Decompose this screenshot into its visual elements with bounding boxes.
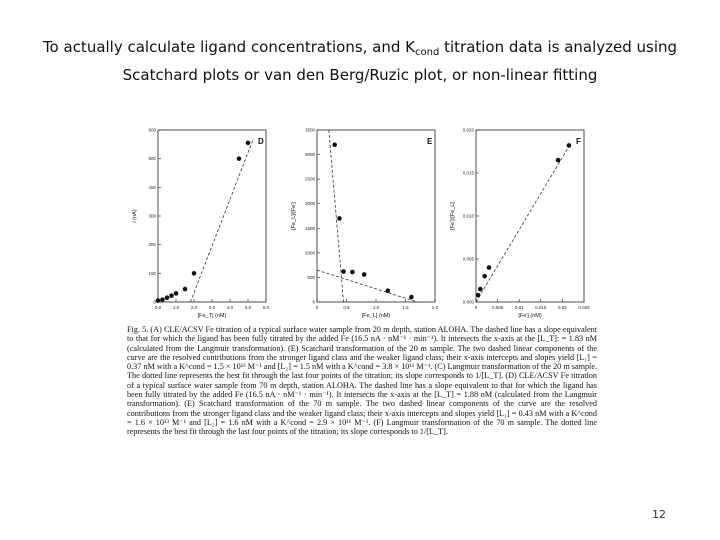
y-tick-label: 1500	[304, 225, 315, 231]
x-tick-label: 6.0	[262, 305, 270, 310]
data-point	[409, 295, 414, 300]
data-point	[246, 141, 251, 146]
chart-panel-d	[132, 128, 270, 320]
y-tick-label: 0.010	[462, 213, 474, 219]
x-tick-label: 0.0	[154, 305, 162, 310]
data-point	[169, 293, 174, 298]
x-axis-label: [Fe'] (nM)	[518, 313, 542, 319]
x-axis-label: [Fe_L] (nM)	[361, 313, 391, 319]
panel-label: E	[427, 137, 433, 146]
plot-frame	[317, 130, 435, 302]
title-part1: To actually calculate ligand concentrations, and K	[42, 38, 416, 56]
fit-line	[190, 139, 253, 302]
plot-frame	[158, 130, 266, 302]
y-tick-label: 500	[307, 274, 315, 280]
fit-line	[317, 270, 417, 302]
x-tick-label: 0	[315, 305, 319, 310]
x-tick-label: 0	[474, 305, 478, 310]
x-tick-label: 0.02	[558, 305, 567, 310]
x-tick-label: 5.0	[244, 305, 252, 310]
y-tick-label: 0.015	[462, 170, 474, 176]
data-point	[165, 295, 170, 300]
x-tick-label: 1.0	[172, 305, 180, 310]
data-point	[332, 142, 337, 147]
y-axis-label: i (nA)	[132, 209, 138, 223]
data-point	[237, 156, 242, 161]
data-point	[386, 288, 391, 293]
fit-line	[476, 143, 571, 302]
y-tick-label: 3000	[304, 152, 315, 158]
y-tick-label: 3500	[304, 127, 315, 133]
chart-panel-e	[291, 128, 439, 320]
figure-caption: Fig. 5. (A) CLE/ACSV Fe titration of a typical surface water sample from 20 m depth, station ALOHA. The dashed line has a slope equivalent to that for which the ligand has been fully titrated by the added Fe (16.5 nA · nM⁻¹ · min⁻¹). It intersects the x-axis at the [L_T]: = 1.83 nM (calculated from the Langmuir transformation). (E) Scatchard transformation of the 20 m sample. The two dashed linear components of the curve are the resolved contributions from the stronger ligand class and the weaker ligand class; their x-axis intercepts and slopes yield [L₁] = 0.37 nM with a K^cond = 1.5 × 10¹³ M⁻¹ and [L₂] = 1.5 nM with a K^cond = 3.8 × 10¹¹ M⁻¹. (C) Langmuir transformation of the 20 m sample. The dotted line represents the best fit through the last four points of the titration; its slope corresponds to 1/[L_T]. (D) CLE/ACSV Fe titration of a typical surface water sample from 70 m depth, station ALOHA. The dashed line has a slope equivalent to that for which the ligand has been fully titrated by the added Fe (16.5 nA · nM⁻¹ · min⁻¹). It intersects the x-axis at the [L_T] = 1.88 nM (calculated from the Langmuir transformation). (E) Scatchard transformation of the 70 m sample. The two dashed linear components of the curve are the resolved contributions from the stronger ligand class and the weaker ligand class; their x-axis intercepts and slopes yield [L₁] = 0.43 nM with a K^cond = 1.6 × 10¹³ M⁻¹ and [L₂] = 1.6 nM with a K^cond = 2.9 × 10¹¹ M⁻¹. (F) Langmuir transformation of the 70 m sample. The dotted line represents the best fit through the last four points of the titration; its slope corresponds to 1/[L_T].	[127, 325, 597, 437]
y-tick-label: 1000	[304, 250, 315, 256]
x-tick-label: 2.0	[190, 305, 198, 310]
data-point	[337, 216, 342, 221]
plot-frame	[476, 130, 584, 302]
x-tick-label: 0.5	[343, 305, 350, 310]
y-tick-label: 0	[153, 299, 156, 305]
panel-label: D	[258, 137, 264, 146]
data-point	[350, 270, 355, 275]
x-tick-label: 3.0	[208, 305, 216, 310]
titration-figure	[120, 122, 600, 322]
data-point	[567, 143, 572, 148]
y-axis-label: [Fe']/[Fe_L]	[450, 202, 456, 230]
y-tick-label: 0.020	[462, 127, 474, 133]
data-point	[478, 287, 483, 292]
chart-panel-f	[450, 128, 590, 320]
x-tick-label: 0.005	[491, 305, 504, 310]
y-tick-label: 100	[148, 270, 156, 276]
data-point	[487, 265, 492, 270]
x-tick-label: 1.5	[402, 305, 409, 310]
y-tick-label: 0.005	[462, 256, 474, 262]
y-tick-label: 500	[148, 156, 156, 162]
x-tick-label: 0.015	[535, 305, 547, 310]
x-axis-label: [Fe_T] (nM)	[197, 313, 227, 319]
title-subscript: cond	[415, 47, 440, 58]
y-tick-label: 300	[148, 213, 156, 219]
data-point	[174, 291, 179, 296]
x-tick-label: 0.025	[578, 305, 590, 310]
y-axis-label: [Fe_L]/[Fe']	[291, 202, 297, 230]
data-point	[160, 297, 165, 302]
data-point	[183, 287, 188, 292]
y-tick-label: 0	[312, 299, 315, 305]
data-point	[362, 272, 367, 277]
y-tick-label: 0.000	[462, 299, 474, 305]
x-tick-label: 2.0	[431, 305, 439, 310]
y-tick-label: 600	[148, 127, 156, 133]
y-tick-label: 2000	[304, 201, 315, 207]
slide-title	[20, 36, 700, 86]
x-tick-label: 1.0	[372, 305, 380, 310]
data-point	[192, 271, 197, 276]
y-tick-label: 400	[148, 184, 156, 190]
data-point	[341, 269, 346, 274]
page-number: 12	[652, 508, 666, 521]
title-part2: titration data is analyzed using	[439, 38, 678, 56]
data-point	[476, 293, 481, 298]
title-line2: Scatchard plots or van den Berg/Ruzic plot, or non-linear fitting	[122, 66, 598, 84]
y-tick-label: 2500	[304, 176, 315, 182]
data-point	[556, 158, 561, 163]
x-tick-label: 0.01	[514, 305, 524, 310]
data-point	[482, 274, 487, 279]
y-tick-label: 200	[148, 242, 156, 248]
data-point	[156, 298, 161, 303]
panel-label: F	[576, 137, 581, 146]
x-tick-label: 4.0	[226, 305, 234, 310]
